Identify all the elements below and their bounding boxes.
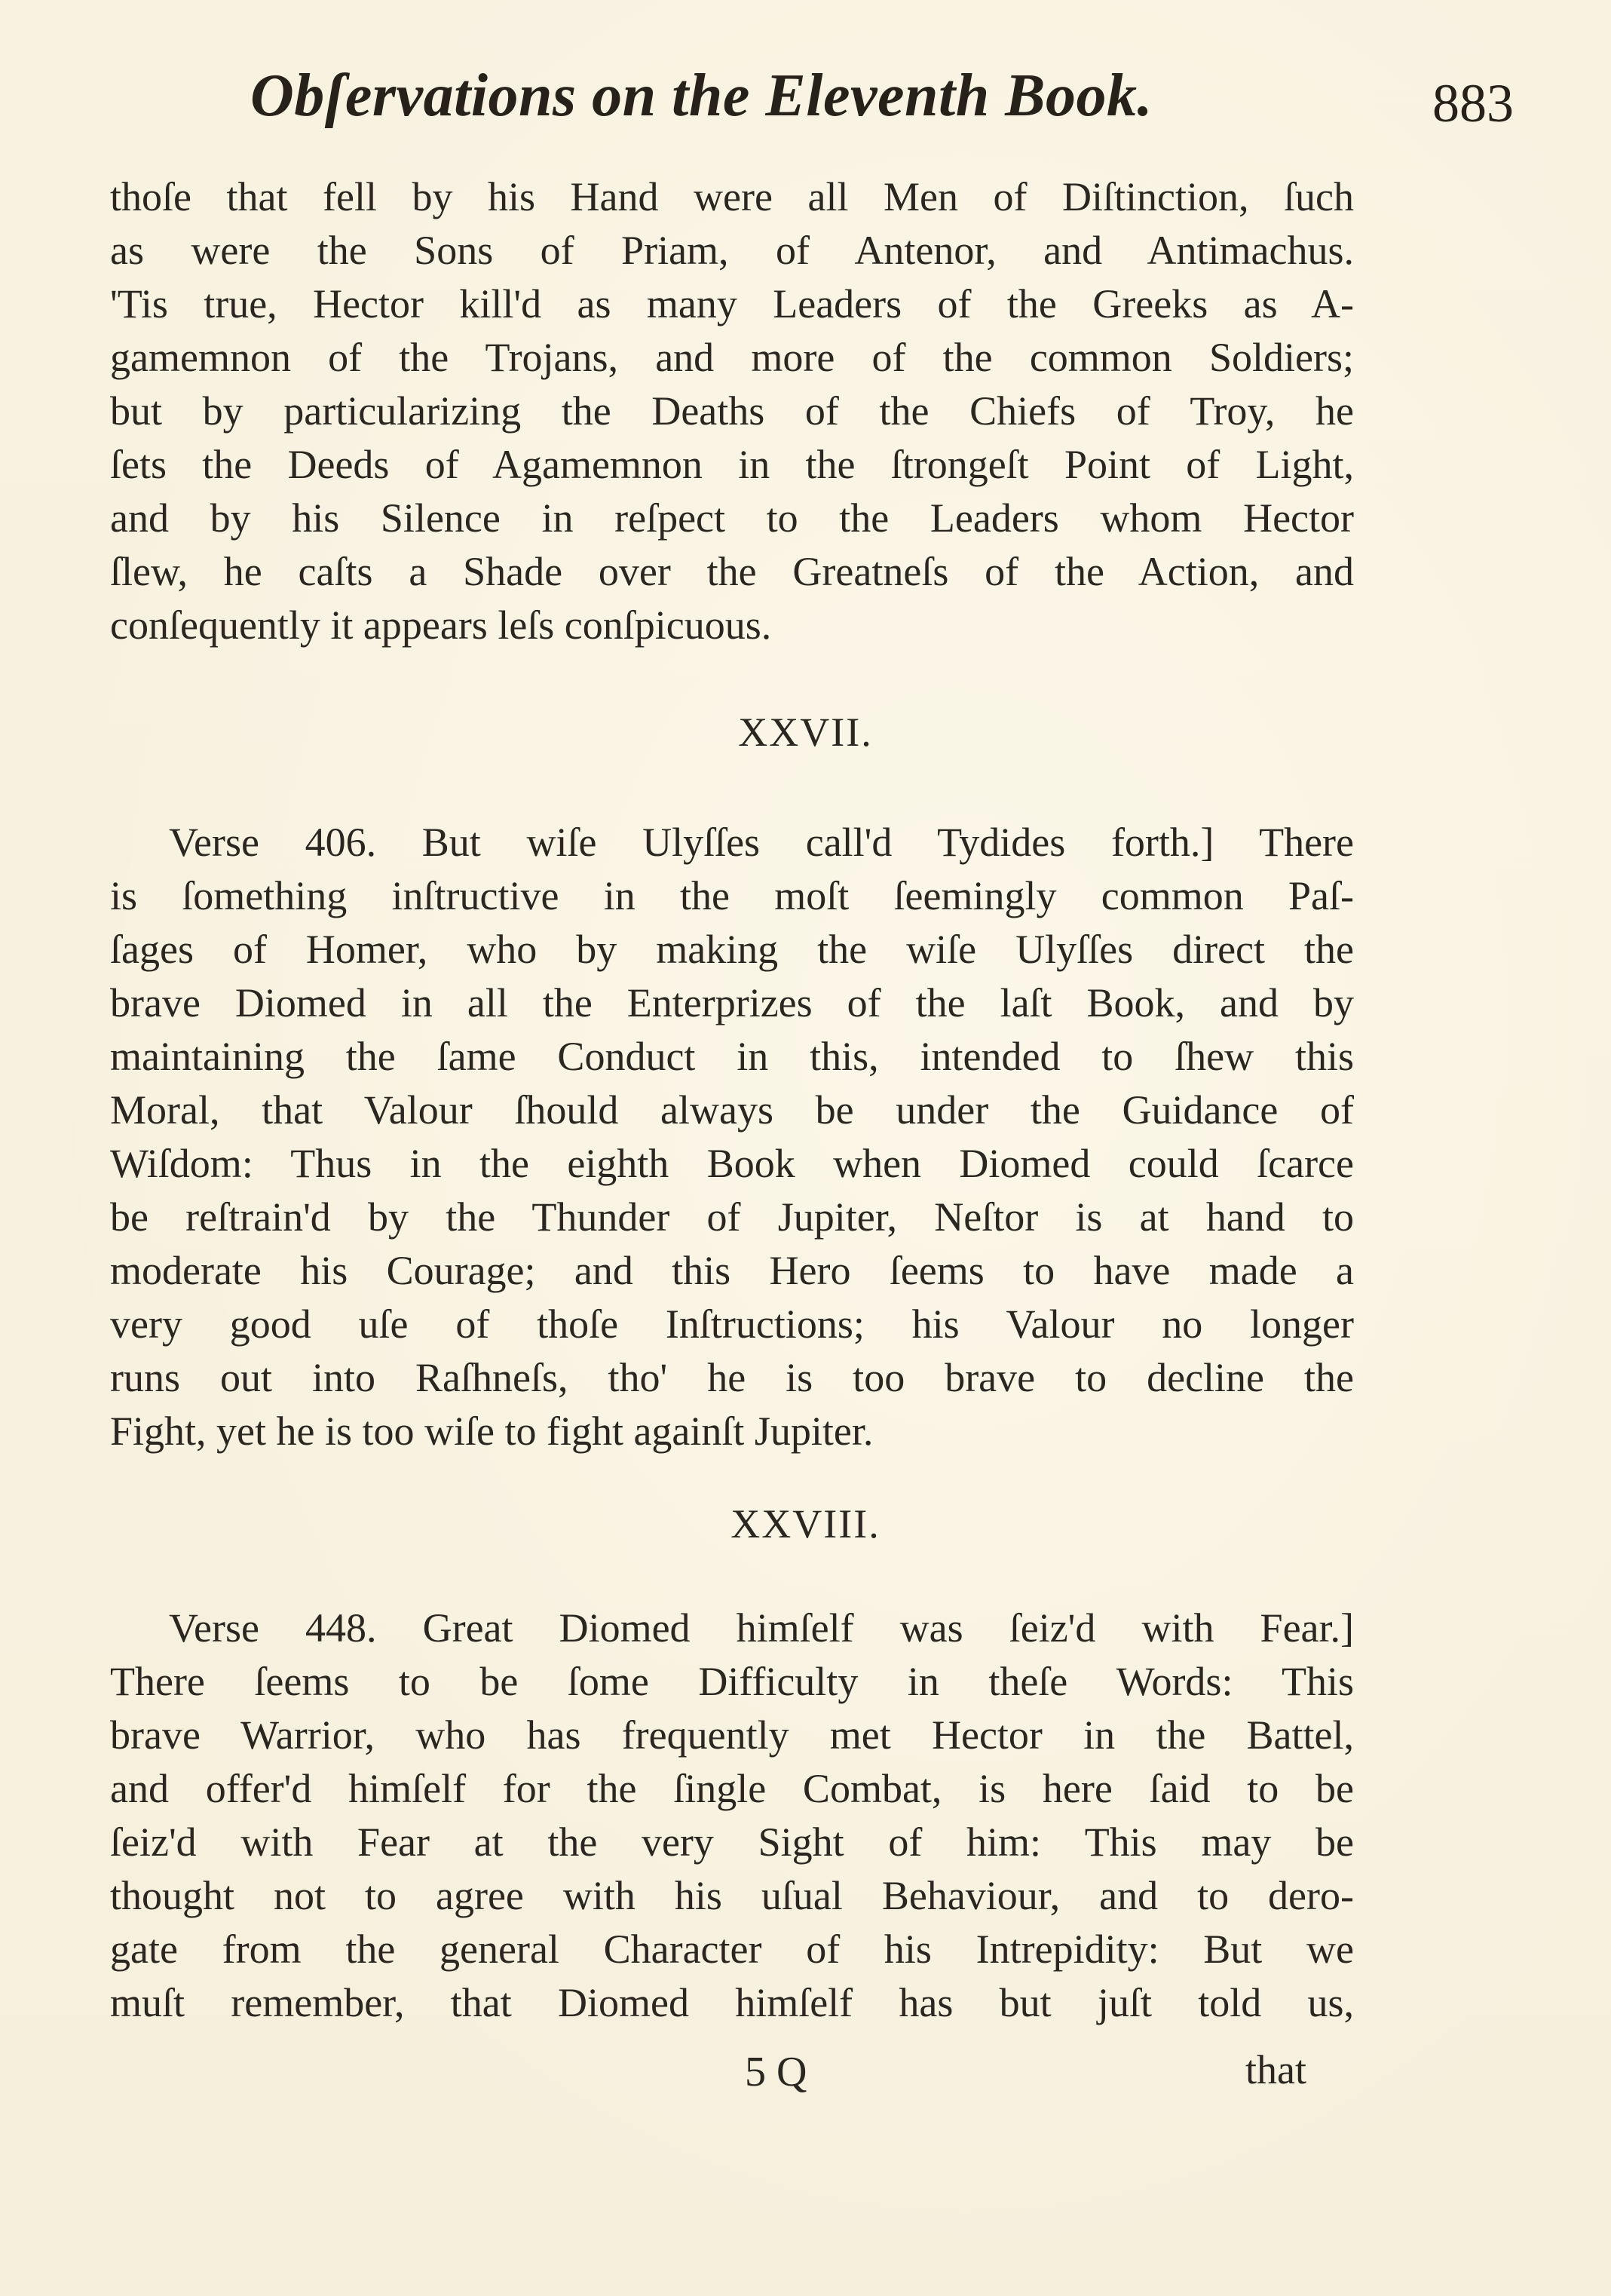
text-line: ſeiz'd with Fear at the very Sight of him: This may be [110,1819,1354,1865]
note-verse-406 [110,816,1354,1458]
text-line: muſt remember, that Diomed himſelf has but juſt told us, [110,1980,1354,2025]
text-line: runs out into Raſhneſs, tho' he is too brave to decline the [110,1355,1354,1400]
section-heading-27: XXVII. [738,710,873,755]
text-line: thoſe that fell by his Hand were all Men of Diſtinction, ſuch [110,174,1354,219]
text-line: Wiſdom: Thus in the eighth Book when Diomed could ſcarce [110,1141,1354,1186]
text-line: and offer'd himſelf for the ſingle Combat, is here ſaid to be [110,1766,1354,1811]
text-line: Moral, that Valour ſhould always be under the Guidance of [110,1087,1354,1133]
text-line: be reſtrain'd by the Thunder of Jupiter, Neſtor is at hand to [110,1194,1354,1240]
page-number: 883 [1432,73,1514,133]
catchword: that [1245,2047,1306,2092]
text-line: Verse 448. Great Diomed himſelf was ſeiz'd with Fear.] [169,1605,1354,1651]
text-line: and by his Silence in reſpect to the Leaders whom Hector [110,495,1354,541]
text-line: brave Diomed in all the Enterprizes of the laſt Book, and by [110,980,1354,1025]
text-line: moderate his Courage; and this Hero ſeems to have made a [110,1248,1354,1293]
text-line: 'Tis true, Hector kill'd as many Leaders of the Greeks as A- [110,281,1354,326]
running-title: Obſervations on the Eleventh Book. [250,63,1153,129]
text-line: but by particularizing the Deaths of the Chiefs of Troy, he [110,388,1354,434]
text-line: ſlew, he caſts a Shade over the Greatneſs of the Action, and [110,549,1354,594]
text-line: ſages of Homer, who by making the wiſe Ulyſſes direct the [110,927,1354,972]
text-line: is ſomething inſtructive in the moſt ſeemingly common Paſ- [110,873,1354,918]
paragraph-continued [110,170,1354,652]
text-line: ſets the Deeds of Agamemnon in the ſtrongeſt Point of Light, [110,442,1354,487]
text-line: conſequently it appears leſs conſpicuous. [110,602,772,648]
text-line: gate from the general Character of his Intrepidity: But we [110,1927,1354,1972]
section-heading-28: XXVIII. [730,1501,881,1547]
text-line: as were the Sons of Priam, of Antenor, and Antimachus. [110,228,1354,273]
text-line: Fight, yet he is too wiſe to fight againſt Jupiter. [110,1409,874,1454]
text-line: There ſeems to be ſome Difficulty in theſe Words: This [110,1659,1354,1704]
text-line: gamemnon of the Trojans, and more of the common Soldiers; [110,335,1354,380]
note-verse-448 [110,1602,1354,2030]
text-line: Verse 406. But wiſe Ulyſſes call'd Tydides forth.] There [169,820,1354,865]
text-line: brave Warrior, who has frequently met Hector in the Battel, [110,1712,1354,1758]
text-line: very good uſe of thoſe Inſtructions; his Valour no longer [110,1301,1354,1347]
signature-mark: 5 Q [745,2049,807,2095]
text-line: maintaining the ſame Conduct in this, intended to ſhew this [110,1034,1354,1079]
text-line: thought not to agree with his uſual Behaviour, and to dero- [110,1873,1354,1918]
